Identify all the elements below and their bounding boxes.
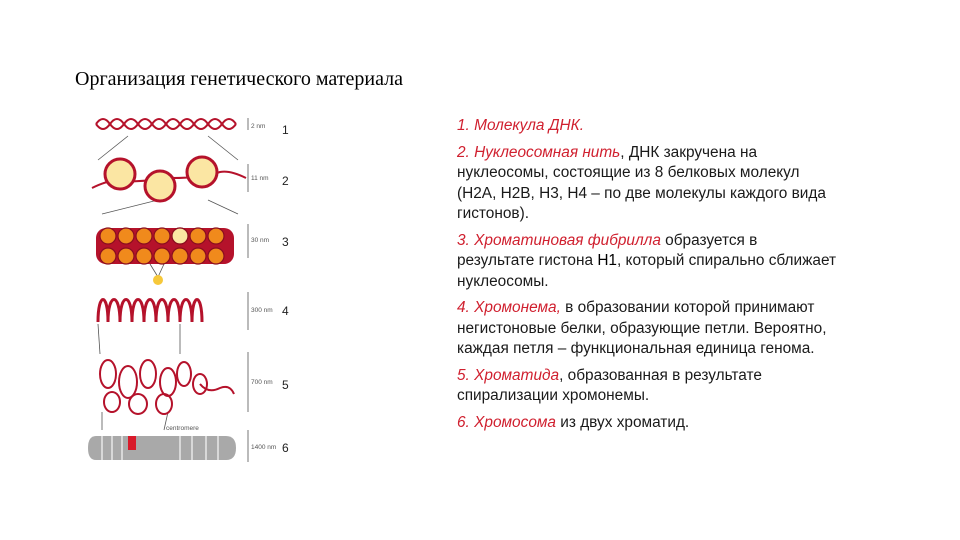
- term: Хроматиновая фибрилла: [474, 231, 661, 249]
- chromonema-loops: [98, 275, 202, 322]
- level-number: 4: [282, 304, 289, 318]
- centromere-label: centromere: [166, 425, 199, 432]
- list-item: 2. Нуклеосомная нить, ДНК закручена на нуклеосомы, состоящие из 8 белковых молекул (Н2А, Н2В, Н3, Н4 – по две молекулы каждого вида гистонов).: [457, 143, 826, 222]
- item-text: , который спирально сближает нуклеосомы.: [457, 252, 837, 290]
- term: Хроматида: [474, 366, 560, 384]
- term: Молекула ДНК.: [474, 117, 585, 134]
- term: Хромонема,: [474, 299, 561, 316]
- description-list: [457, 116, 837, 439]
- size-label: 1400 nm: [251, 444, 277, 451]
- nucleosome-string: [92, 157, 246, 201]
- size-label: 2 nm: [251, 123, 266, 130]
- chromatin-fiber: [96, 228, 234, 264]
- chromatid-coils: [100, 360, 234, 414]
- list-item: 6. Хромосома из двух хроматид.: [457, 413, 690, 431]
- dna-helix: [96, 119, 236, 129]
- chromosome: [88, 425, 236, 460]
- level-number: 3: [282, 235, 289, 249]
- level-number: 2: [282, 174, 289, 188]
- item-text: , образованная в результате спирализации хромонемы.: [457, 366, 762, 404]
- slide-title: Организация генетического материала: [75, 68, 403, 90]
- size-label: 30 nm: [251, 237, 270, 244]
- item-text: в образовании которой принимают негистоновые белки, образующие петли. Вероятно, каждая петля – функциональная единица генома.: [457, 299, 827, 357]
- list-item: 3. Хроматиновая фибрилла образуется в результате гистона Н1, который спирально сближает нуклеосомы.: [457, 231, 837, 290]
- size-label: 11 nm: [251, 175, 269, 182]
- item-text: , ДНК закручена на нуклеосомы, состоящие из 8 белковых молекул (Н2А, Н2В, Н3, Н4 – по две молекулы каждого вида гистонов).: [457, 143, 826, 222]
- centromere-mark: [128, 436, 136, 450]
- level-number: 1: [282, 123, 289, 137]
- list-item: 1. Молекула ДНК.: [457, 117, 585, 134]
- term: Хромосома: [474, 413, 556, 431]
- term: Нуклеосомная нить: [474, 143, 621, 161]
- level-number: 6: [282, 441, 289, 455]
- list-item: 4. Хромонема, в образовании которой принимают негистоновые белки, образующие петли. Вероятно, каждая петля – функциональная единица генома.: [457, 299, 827, 357]
- histone-h1: Н1: [597, 252, 617, 269]
- level-number: 5: [282, 378, 289, 392]
- size-label: 700 nm: [251, 379, 273, 386]
- item-text: из двух хроматид.: [556, 413, 690, 431]
- chromatin-diagram: [88, 112, 298, 472]
- list-item: 5. Хроматида, образованная в результате спирализации хромонемы.: [457, 366, 762, 404]
- size-label: 300 nm: [251, 307, 273, 314]
- item-text: образуется в результате гистона: [457, 231, 758, 269]
